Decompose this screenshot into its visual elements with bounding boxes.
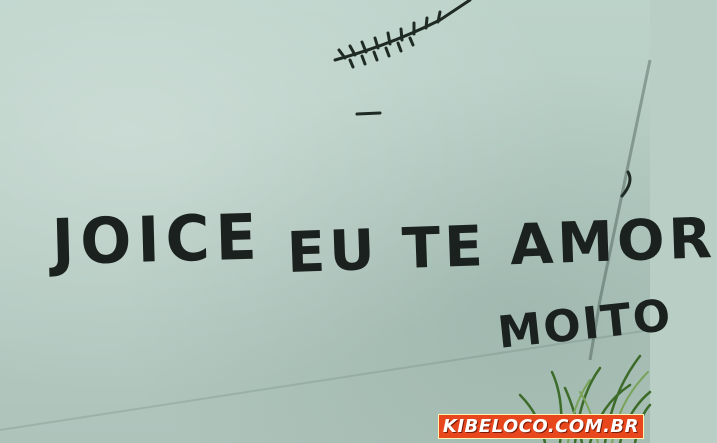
graffiti-name: JOICE	[51, 200, 264, 280]
graffiti-emphasis: MOITO	[495, 289, 675, 359]
site-watermark: KIBELOCO.COM.BR	[438, 414, 644, 439]
paint-mark	[357, 113, 380, 114]
graffiti-message: EU TE AMOR	[285, 206, 717, 286]
vine-sketch	[335, 0, 470, 67]
